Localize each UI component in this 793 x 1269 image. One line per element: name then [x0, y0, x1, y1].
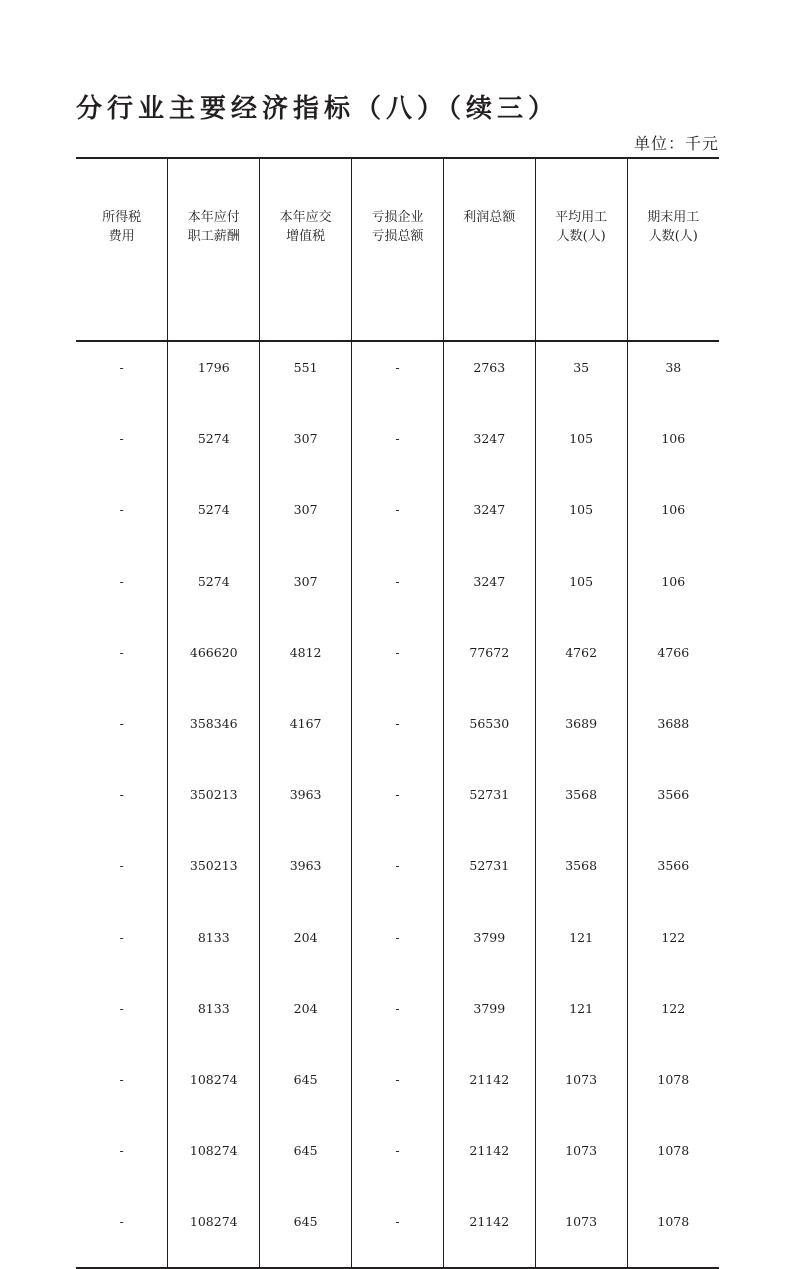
table-cell: 108274 [168, 1125, 260, 1196]
table-cell: 3247 [443, 556, 535, 627]
table-cell: 4766 [627, 627, 719, 698]
column-header [352, 158, 444, 341]
table-cell: 8133 [168, 912, 260, 983]
table-cell: - [352, 1054, 444, 1125]
table-row [76, 698, 719, 769]
unit-label: 单位：千元 [633, 134, 719, 153]
table-cell: 106 [627, 484, 719, 555]
table-cell: - [119, 787, 124, 803]
table-cell: 3566 [627, 769, 719, 840]
table-cell: 121 [535, 912, 627, 983]
column-header-line: 亏损总额 [371, 229, 424, 244]
table-cell: 1078 [627, 1054, 719, 1125]
table-cell: 105 [535, 556, 627, 627]
column-header-line: 本年应付 [187, 210, 240, 225]
table-cell: 358346 [168, 698, 260, 769]
table-cell: 3963 [260, 769, 352, 840]
table-cell: 5274 [168, 413, 260, 484]
table-cell: - [352, 1196, 444, 1268]
table-cell: 35 [535, 341, 627, 413]
table-cell: - [352, 341, 444, 413]
column-header-line: 所得税 [102, 210, 142, 225]
column-header-line: 平均用工 [555, 210, 608, 225]
table-cell: 645 [260, 1125, 352, 1196]
column-header-line: 增值税 [286, 229, 326, 244]
table-cell: 5274 [168, 484, 260, 555]
column-header-line: 亏损企业 [371, 210, 424, 225]
column-header-line: 利润总额 [463, 210, 516, 225]
table-cell: 3799 [443, 912, 535, 983]
table-cell: 3689 [535, 698, 627, 769]
table-cell: 108274 [168, 1196, 260, 1268]
table-cell: 106 [627, 413, 719, 484]
table-cell: 77672 [443, 627, 535, 698]
table-cell: - [352, 484, 444, 555]
table-row [76, 1054, 719, 1125]
table-cell: 3688 [627, 698, 719, 769]
table-cell: - [352, 840, 444, 911]
table-cell: 1796 [168, 341, 260, 413]
table-cell: 52731 [443, 840, 535, 911]
table-cell: 56530 [443, 698, 535, 769]
table-cell: 307 [260, 484, 352, 555]
table-cell: - [119, 1000, 124, 1016]
column-header-line: 人数(人) [648, 229, 698, 244]
table-cell: 1073 [535, 1196, 627, 1268]
table-cell: 4167 [260, 698, 352, 769]
table-cell: 1073 [535, 1054, 627, 1125]
table-cell: 122 [627, 912, 719, 983]
table-cell: - [352, 556, 444, 627]
table-row [76, 627, 719, 698]
table-cell: 3247 [443, 484, 535, 555]
table-cell: 350213 [168, 840, 260, 911]
table-cell: 122 [627, 983, 719, 1054]
table-cell: 105 [535, 413, 627, 484]
column-header [260, 158, 352, 341]
table-cell: - [352, 1125, 444, 1196]
table-cell: - [119, 502, 124, 518]
table-cell: 350213 [168, 769, 260, 840]
table-row [76, 912, 719, 983]
table-cell: 3566 [627, 840, 719, 911]
table-cell: 307 [260, 413, 352, 484]
table-cell: 38 [627, 341, 719, 413]
data-table-container [76, 157, 719, 1269]
column-header-line: 人数(人) [556, 229, 606, 244]
table-cell: 3963 [260, 840, 352, 911]
table-cell: - [352, 627, 444, 698]
table-cell: - [119, 858, 124, 874]
table-cell: - [119, 431, 124, 447]
table-cell: 21142 [443, 1054, 535, 1125]
table-cell: 3568 [535, 840, 627, 911]
table-cell: 52731 [443, 769, 535, 840]
table-header-row [76, 158, 719, 341]
table-cell: 106 [627, 556, 719, 627]
table-cell: 1078 [627, 1125, 719, 1196]
page-title: 分行业主要经济指标（八）（续三） [76, 94, 560, 124]
table-cell: - [119, 1071, 124, 1087]
table-row [76, 1125, 719, 1196]
table-cell: 105 [535, 484, 627, 555]
table-cell: 204 [260, 983, 352, 1054]
table-cell: 8133 [168, 983, 260, 1054]
table-cell: - [352, 413, 444, 484]
column-header [627, 158, 719, 341]
table-cell: 1073 [535, 1125, 627, 1196]
table-cell: - [352, 769, 444, 840]
table-row [76, 413, 719, 484]
column-header-line: 费用 [108, 229, 135, 244]
table-cell: 3799 [443, 983, 535, 1054]
column-header [535, 158, 627, 341]
table-row [76, 769, 719, 840]
table-cell: 4762 [535, 627, 627, 698]
table-cell: - [119, 360, 124, 375]
table-cell: - [119, 715, 124, 731]
table-cell: 21142 [443, 1125, 535, 1196]
table-cell: - [119, 1214, 124, 1230]
table-cell: 204 [260, 912, 352, 983]
table-cell: - [119, 1143, 124, 1159]
table-cell: 551 [260, 341, 352, 413]
table-cell: 466620 [168, 627, 260, 698]
column-header-line: 期末用工 [647, 210, 700, 225]
table-row [76, 556, 719, 627]
table-cell: 307 [260, 556, 352, 627]
table-row [76, 341, 719, 413]
table-cell: - [119, 573, 124, 589]
table-cell: 21142 [443, 1196, 535, 1268]
table-cell: - [119, 644, 124, 660]
table-row [76, 484, 719, 555]
table-cell: 645 [260, 1054, 352, 1125]
table-cell: 108274 [168, 1054, 260, 1125]
table-cell: 3247 [443, 413, 535, 484]
table-cell: 4812 [260, 627, 352, 698]
table-cell: - [352, 912, 444, 983]
table-cell: - [352, 698, 444, 769]
table-body [76, 341, 719, 1268]
column-header [168, 158, 260, 341]
table-row [76, 983, 719, 1054]
table-cell: 645 [260, 1196, 352, 1268]
table-row [76, 1196, 719, 1268]
table-cell: - [119, 929, 124, 945]
table-cell: - [352, 983, 444, 1054]
economic-indicators-table [76, 157, 719, 1269]
column-header [443, 158, 535, 341]
table-cell: 121 [535, 983, 627, 1054]
column-header-line: 职工薪酬 [187, 229, 240, 244]
table-cell: 3568 [535, 769, 627, 840]
table-cell: 5274 [168, 556, 260, 627]
table-row [76, 840, 719, 911]
column-header [76, 158, 168, 341]
table-cell: 2763 [443, 341, 535, 413]
table-cell: 1078 [627, 1196, 719, 1268]
column-header-line: 本年应交 [279, 210, 332, 225]
